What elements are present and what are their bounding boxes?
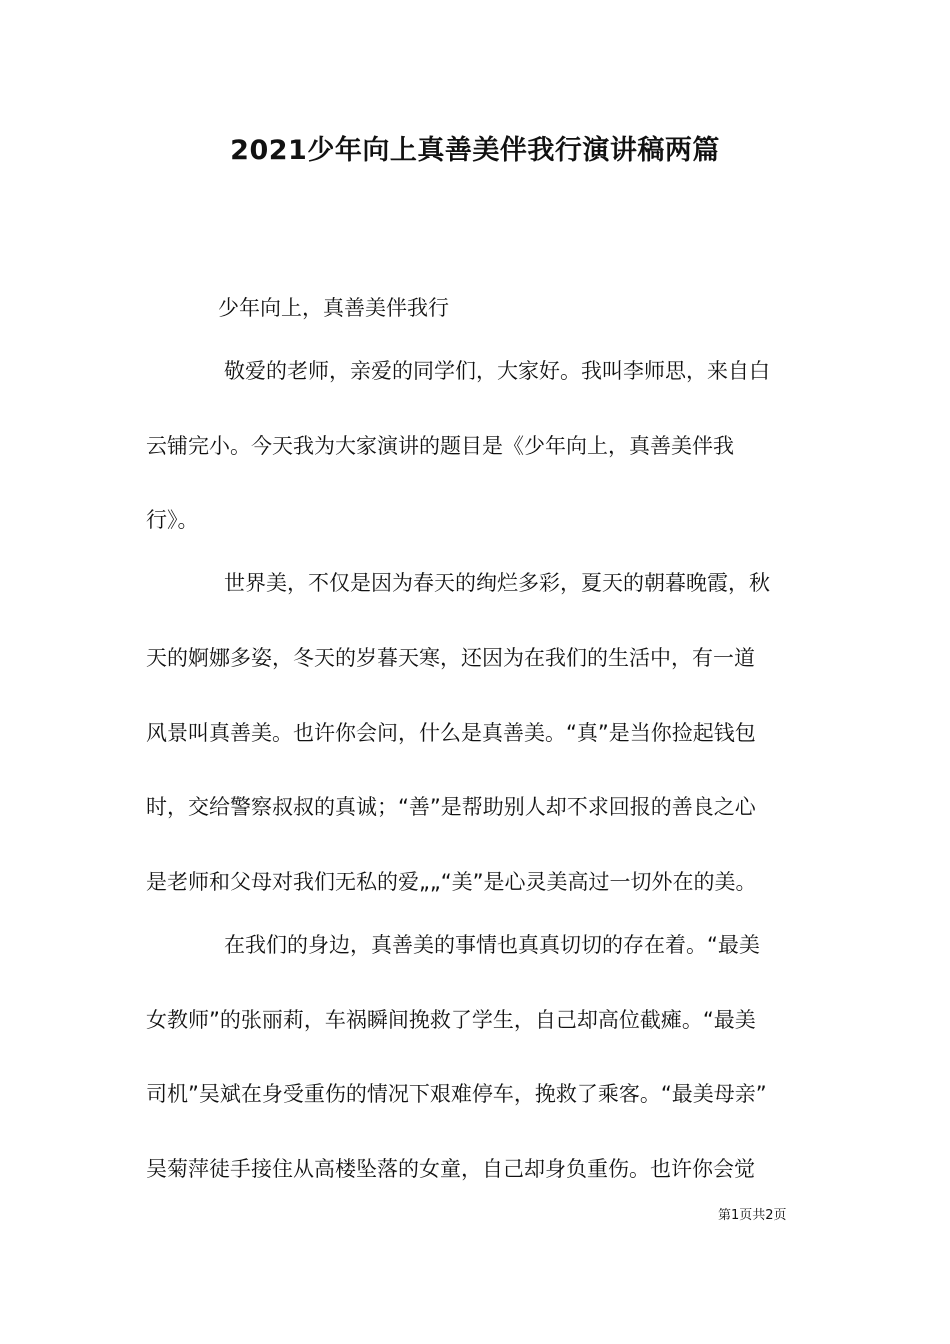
paragraph-line: 女教师”的张丽莉，车祸瞬间挽救了学生，自己却高位截瘫。“最美	[146, 1008, 756, 1032]
paragraph-line: 世界美，不仅是因为春天的绚烂多彩，夏天的朝暮晚霞，秋	[224, 571, 770, 595]
page-number: 第1页共2页	[718, 1208, 787, 1223]
document-title: 2021少年向上真善美伴我行演讲稿两篇	[230, 135, 720, 166]
paragraph-line: 司机”吴斌在身受重伤的情况下艰难停车，挽救了乘客。“最美母亲”	[146, 1082, 767, 1106]
paragraph-line: 风景叫真善美。也许你会问，什么是真善美。“真”是当你捡起钱包	[146, 721, 756, 745]
section-heading: 少年向上，真善美伴我行	[218, 296, 449, 320]
paragraph-line: 云铺完小。今天我为大家演讲的题目是《少年向上，真善美伴我	[146, 434, 734, 458]
paragraph-line: 在我们的身边，真善美的事情也真真切切的存在着。“最美	[224, 933, 760, 957]
paragraph-line: 敬爱的老师，亲爱的同学们，大家好。我叫李师思，来自白	[224, 359, 770, 383]
paragraph-line: 天的婀娜多姿，冬天的岁暮天寒，还因为在我们的生活中，有一道	[146, 646, 755, 670]
paragraph-line: 时，交给警察叔叔的真诚；“善”是帮助别人却不求回报的善良之心	[146, 795, 756, 819]
paragraph-line: 是老师和父母对我们无私的爱„„“美”是心灵美高过一切外在的美。	[146, 870, 757, 894]
paragraph-line: 吴菊萍徒手接住从高楼坠落的女童，自己却身负重伤。也许你会觉	[146, 1157, 755, 1181]
paragraph-line: 行》。	[146, 508, 199, 532]
